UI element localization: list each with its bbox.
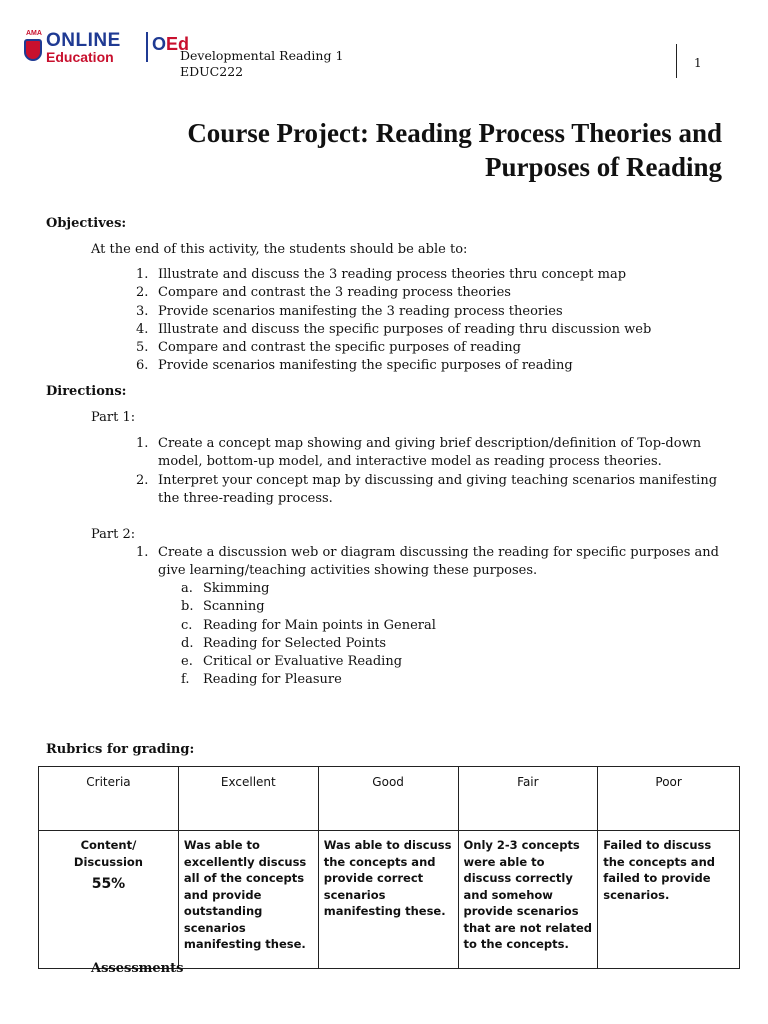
good-cell: Was able to discuss the concepts and provide correct scenarios manifesting these. [318,831,458,969]
column-header-good: Good [318,767,458,831]
course-name: Developmental Reading 1 [180,48,344,63]
part1-label: Part 1: [91,410,136,425]
page-title [82,116,722,184]
excellent-cell: Was able to excellently discuss all of the concepts and provide outstanding scenarios manifesting these. [178,831,318,969]
list-item: a. Skimming [181,581,270,596]
list-item: 1. Illustrate and discuss the 3 reading process theories thru concept map [136,267,627,282]
assessments-label: Assessments [91,961,184,976]
header-divider [676,44,677,78]
course-header [180,48,343,80]
column-header-fair: Fair [458,767,598,831]
column-header-excellent: Excellent [178,767,318,831]
part2-label: Part 2: [91,527,136,542]
list-item: 2. Compare and contrast the 3 reading process theories [136,285,511,301]
course-code: EDUC222 [180,64,244,79]
list-item: 3. Provide scenarios manifesting the 3 reading process theories [136,303,563,319]
table-row [39,831,740,969]
list-item: 1. Create a concept map showing and giving brief description/definition of Top-down model, bottom-up model, and interactive model as reading process theories. [136,436,702,470]
poor-cell: Failed to discuss the concepts and failed to provide scenarios. [598,831,740,969]
column-header-poor: Poor [598,767,740,831]
list-item: b. Scanning [181,599,265,615]
logo-ama-text: AMA [26,30,42,37]
criteria-weight: 55% [91,876,126,892]
objectives-list [136,266,716,376]
list-item: 6. Provide scenarios manifesting the specific purposes of reading [136,358,573,374]
list-item: 2. Interpret your concept map by discussing and giving teaching scenarios manifesting the three-reading process. [136,472,718,506]
page-number: 1 [694,56,702,70]
criteria-label: Content/ Discussion [73,838,143,869]
part1-list [136,435,726,508]
logo-education-text: Education [46,49,114,65]
title-line-2: Purposes of Reading [484,152,722,182]
objectives-heading: Objectives: [46,216,127,231]
list-item: c. Reading for Main points in General [181,617,436,633]
fair-cell: Only 2-3 concepts were able to discuss correctly and somehow provide scenarios that are not related to the concepts. [458,831,598,969]
title-line-1: Course Project: Reading Process Theories and [187,118,722,148]
column-header-criteria: Criteria [39,767,179,831]
objectives-intro: At the end of this activity, the students should be able to: [91,242,468,257]
list-item: 1. Create a discussion web or diagram discussing the reading for specific purposes and give learning/teaching activities showing these purposes. [136,545,719,579]
shield-icon [24,39,42,61]
part2-sublist [181,580,581,690]
criteria-cell [39,831,179,969]
logo-online-text: ONLINE [46,30,121,51]
list-item: e. Critical or Evaluative Reading [181,654,403,670]
rubric-table [38,766,740,969]
list-item: f. Reading for Pleasure [181,672,342,688]
directions-heading: Directions: [46,384,127,399]
list-item: d. Reading for Selected Points [181,635,387,651]
table-header-row [39,767,740,831]
rubrics-heading: Rubrics for grading: [46,742,195,757]
online-education-logo [22,30,190,70]
list-item: 4. Illustrate and discuss the specific purposes of reading thru discussion web [136,321,652,337]
part2-list [136,544,726,581]
logo-divider [146,32,148,62]
list-item: 5. Compare and contrast the specific purposes of reading [136,340,521,356]
logo-oed-text: OEd [152,34,190,54]
